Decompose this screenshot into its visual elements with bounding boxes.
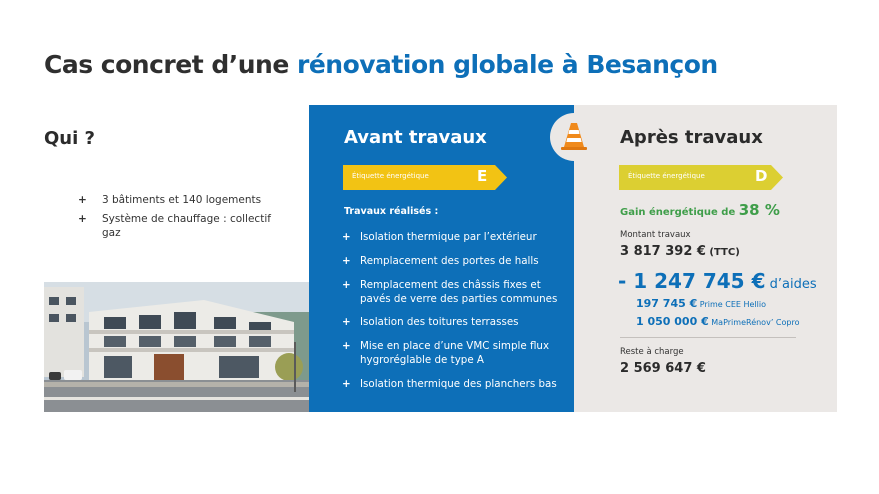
plus-bullet-icon: + xyxy=(342,378,351,390)
list-item: + Isolation des toitures terrasses xyxy=(342,316,519,328)
list-item: + Remplacement des portes de halls xyxy=(342,255,539,267)
travaux-list xyxy=(342,230,567,391)
energy-label-text: Étiquette énergétique xyxy=(352,172,429,180)
plus-bullet-icon: + xyxy=(342,316,351,328)
aides-total: - 1 247 745 € d’aides xyxy=(618,269,817,293)
title-part-1: Cas concret d’une xyxy=(44,50,297,79)
list-item: + Isolation thermique des planchers bas xyxy=(342,378,557,390)
plus-bullet-icon: + xyxy=(78,194,87,206)
list-item: + Remplacement des châssis fixes et pavés de verre des parties communes xyxy=(342,279,558,305)
page-title xyxy=(44,50,718,79)
list-item: + Isolation thermique par l’extérieur xyxy=(342,231,537,243)
title-part-2: rénovation globale à Besançon xyxy=(297,50,718,79)
apres-heading: Après travaux xyxy=(620,127,763,148)
aide-maprimerenov: 1 050 000 € MaPrimeRénov’ Copro xyxy=(636,315,800,328)
list-item: + Mise en place d’une VMC simple flux hygroréglable de type A xyxy=(342,340,550,366)
avant-travaux-panel xyxy=(309,105,574,412)
list-item: + Système de chauffage : collectif gaz xyxy=(78,213,271,239)
qui-heading: Qui ? xyxy=(44,128,95,149)
energy-label-text: Étiquette énergétique xyxy=(628,172,705,180)
travaux-heading: Travaux réalisés : xyxy=(344,206,439,217)
list-item: + 3 bâtiments et 140 logements xyxy=(78,194,262,206)
reste-label: Reste à charge xyxy=(620,347,684,357)
building-photo xyxy=(44,282,309,412)
traffic-cone-icon xyxy=(550,113,598,161)
gain-value: 38 % xyxy=(738,201,780,219)
divider xyxy=(620,337,796,338)
energy-label-e xyxy=(343,165,507,190)
montant-label: Montant travaux xyxy=(620,230,691,240)
qui-list xyxy=(78,193,288,245)
plus-bullet-icon: + xyxy=(342,340,351,352)
gain-energetique: Gain énergétique de 38 % xyxy=(620,201,780,219)
energy-label-d xyxy=(619,165,783,190)
apres-travaux-panel xyxy=(574,105,837,412)
energy-label-letter: D xyxy=(755,167,768,185)
energy-label-letter: E xyxy=(477,167,488,185)
montant-value: 3 817 392 € (TTC) xyxy=(620,244,740,259)
plus-bullet-icon: + xyxy=(342,255,351,267)
plus-bullet-icon: + xyxy=(78,213,87,225)
reste-value: 2 569 647 € xyxy=(620,361,706,376)
avant-heading: Avant travaux xyxy=(344,127,487,148)
plus-bullet-icon: + xyxy=(342,279,351,291)
aide-prime-cee: 197 745 € Prime CEE Hellio xyxy=(636,297,766,310)
plus-bullet-icon: + xyxy=(342,231,351,243)
